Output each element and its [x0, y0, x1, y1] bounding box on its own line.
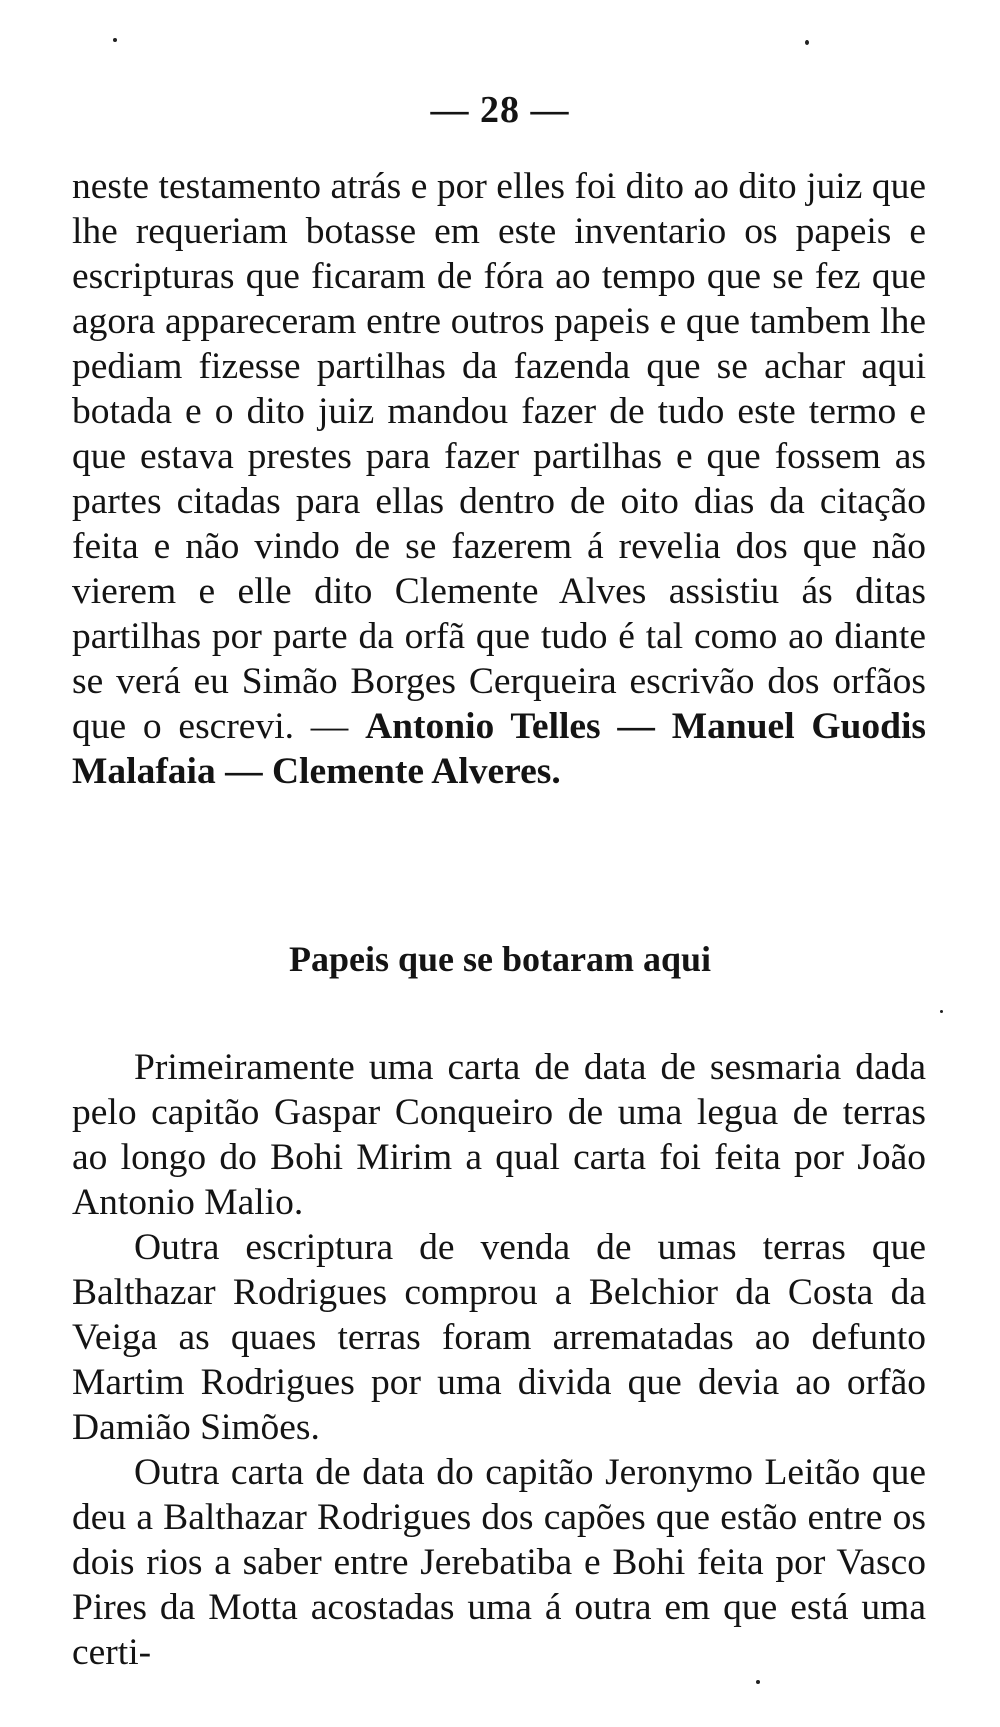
print-speck — [756, 1680, 760, 1684]
print-speck — [940, 1010, 943, 1013]
signatures: Antonio Telles — Manuel Guodis Malafaia — Clemente Alveres. — [72, 706, 927, 792]
print-speck — [113, 38, 117, 42]
opening-paragraph — [72, 164, 926, 794]
section-body — [72, 1045, 926, 1675]
section-heading: Papeis que se botaram aqui — [288, 939, 712, 979]
opening-paragraph-text: neste testamento atrás e por elles foi dito ao dito juiz que lhe requeriam botasse em este inventario os papeis e escripturas que ficaram de fóra ao tempo que se fez que agora appareceram entre outros papeis e que tambem lhe pediam fizesse partilhas da fazenda que se achar aqui botada e o dito juiz mandou fazer de tudo este termo e que estava prestes para fazer partilhas e que fossem as partes citadas para ellas dentro de oito dias da citação feita e não vindo de se fazerem á revelia dos que não vierem e elle dito Clemente Alves assistiu ás ditas partilhas por parte da orfã que tudo é tal como ao diante se verá eu Simão Borges Cerqueira escrivão dos orfãos que o escrevi. — — [72, 166, 926, 747]
section-paragraph-3: Outra carta de data do capitão Jeronymo Leitão que deu a Balthazar Rodrigues dos capões que estão entre os dois rios a saber entre Jerebatiba e Bohi feita por Vasco Pires da Motta acostadas uma á outra em que está uma certi- — [72, 1452, 926, 1673]
section-paragraph-1: Primeiramente uma carta de data de sesmaria dada pelo capitão Gaspar Conqueiro de uma legua de terras ao longo do Bohi Mirim a qual carta foi feita por João Antonio Malio. — [72, 1047, 926, 1223]
page-number: — 28 — — [430, 89, 570, 131]
section-paragraph-2: Outra escriptura de venda de umas terras que Balthazar Rodrigues comprou a Belchior da Costa da Veiga as quaes terras foram arrematadas ao defunto Martim Rodrigues por uma divida que devia ao orfão Damião Simões. — [72, 1227, 926, 1448]
print-speck — [805, 40, 809, 45]
